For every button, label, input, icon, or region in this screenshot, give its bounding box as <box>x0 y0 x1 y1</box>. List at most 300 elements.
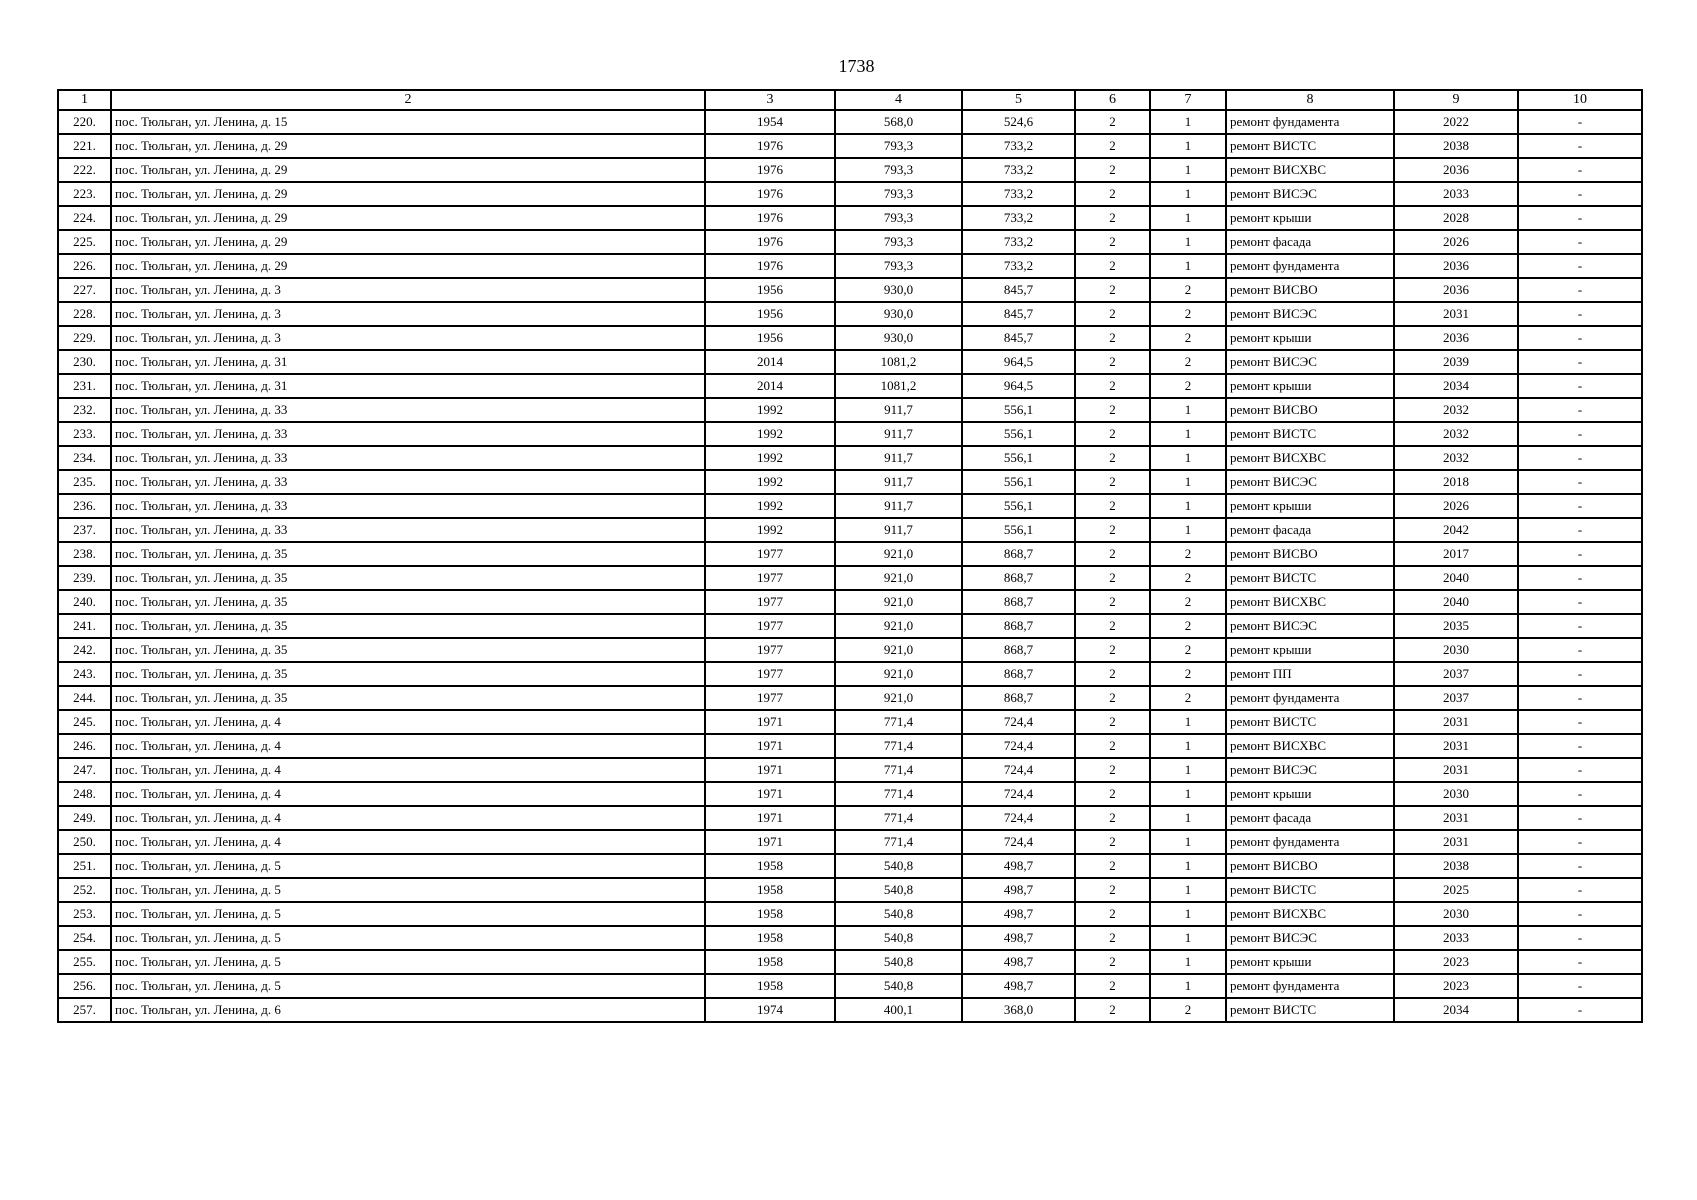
cell-note: - <box>1518 326 1642 350</box>
cell-living-area: 868,7 <box>962 566 1075 590</box>
cell-living-area: 733,2 <box>962 182 1075 206</box>
cell-year-built: 1977 <box>705 686 835 710</box>
table-row <box>58 446 1642 470</box>
cell-repair-type: ремонт ВИСТС <box>1226 878 1394 902</box>
cell-entrances: 2 <box>1150 326 1226 350</box>
cell-planned-year: 2039 <box>1394 350 1518 374</box>
cell-row-number: 252. <box>58 878 111 902</box>
cell-entrances: 2 <box>1150 686 1226 710</box>
cell-total-area: 930,0 <box>835 302 962 326</box>
table-row <box>58 926 1642 950</box>
cell-total-area: 911,7 <box>835 422 962 446</box>
cell-address: пос. Тюльган, ул. Ленина, д. 4 <box>111 734 705 758</box>
cell-living-area: 724,4 <box>962 806 1075 830</box>
cell-entrances: 1 <box>1150 134 1226 158</box>
cell-planned-year: 2038 <box>1394 134 1518 158</box>
cell-row-number: 226. <box>58 254 111 278</box>
cell-year-built: 1992 <box>705 422 835 446</box>
cell-row-number: 246. <box>58 734 111 758</box>
cell-row-number: 235. <box>58 470 111 494</box>
cell-entrances: 1 <box>1150 110 1226 134</box>
cell-living-area: 498,7 <box>962 950 1075 974</box>
cell-address: пос. Тюльган, ул. Ленина, д. 35 <box>111 638 705 662</box>
table-row <box>58 950 1642 974</box>
cell-year-built: 1976 <box>705 182 835 206</box>
table-body <box>58 110 1642 1022</box>
cell-entrances: 1 <box>1150 926 1226 950</box>
table-row <box>58 734 1642 758</box>
cell-total-area: 921,0 <box>835 686 962 710</box>
cell-planned-year: 2032 <box>1394 446 1518 470</box>
cell-address: пос. Тюльган, ул. Ленина, д. 4 <box>111 758 705 782</box>
cell-repair-type: ремонт крыши <box>1226 326 1394 350</box>
cell-floors: 2 <box>1075 854 1150 878</box>
cell-repair-type: ремонт ВИСХВС <box>1226 734 1394 758</box>
cell-entrances: 1 <box>1150 422 1226 446</box>
cell-note: - <box>1518 110 1642 134</box>
cell-note: - <box>1518 278 1642 302</box>
cell-entrances: 1 <box>1150 782 1226 806</box>
cell-address: пос. Тюльган, ул. Ленина, д. 4 <box>111 782 705 806</box>
cell-living-area: 733,2 <box>962 206 1075 230</box>
cell-year-built: 1977 <box>705 638 835 662</box>
column-header-4: 4 <box>835 90 962 110</box>
table-row <box>58 326 1642 350</box>
cell-repair-type: ремонт ВИСЭС <box>1226 758 1394 782</box>
cell-total-area: 921,0 <box>835 662 962 686</box>
cell-row-number: 255. <box>58 950 111 974</box>
cell-year-built: 1974 <box>705 998 835 1022</box>
table-row <box>58 470 1642 494</box>
cell-address: пос. Тюльган, ул. Ленина, д. 15 <box>111 110 705 134</box>
cell-floors: 2 <box>1075 614 1150 638</box>
table-row <box>58 158 1642 182</box>
cell-note: - <box>1518 806 1642 830</box>
cell-note: - <box>1518 494 1642 518</box>
cell-entrances: 1 <box>1150 806 1226 830</box>
table-row <box>58 110 1642 134</box>
cell-repair-type: ремонт ВИСТС <box>1226 998 1394 1022</box>
cell-planned-year: 2032 <box>1394 398 1518 422</box>
cell-floors: 2 <box>1075 734 1150 758</box>
cell-row-number: 230. <box>58 350 111 374</box>
cell-note: - <box>1518 854 1642 878</box>
cell-living-area: 733,2 <box>962 254 1075 278</box>
cell-year-built: 1956 <box>705 278 835 302</box>
cell-note: - <box>1518 758 1642 782</box>
cell-planned-year: 2028 <box>1394 206 1518 230</box>
cell-floors: 2 <box>1075 758 1150 782</box>
cell-address: пос. Тюльган, ул. Ленина, д. 29 <box>111 158 705 182</box>
cell-total-area: 793,3 <box>835 254 962 278</box>
cell-total-area: 1081,2 <box>835 374 962 398</box>
cell-row-number: 249. <box>58 806 111 830</box>
cell-repair-type: ремонт фундамента <box>1226 110 1394 134</box>
cell-address: пос. Тюльган, ул. Ленина, д. 3 <box>111 326 705 350</box>
cell-address: пос. Тюльган, ул. Ленина, д. 33 <box>111 494 705 518</box>
cell-total-area: 540,8 <box>835 974 962 998</box>
cell-repair-type: ремонт ВИСТС <box>1226 566 1394 590</box>
page-number: 1738 <box>838 56 875 76</box>
cell-row-number: 251. <box>58 854 111 878</box>
cell-planned-year: 2033 <box>1394 182 1518 206</box>
cell-repair-type: ремонт ВИСЭС <box>1226 182 1394 206</box>
cell-entrances: 1 <box>1150 830 1226 854</box>
cell-living-area: 724,4 <box>962 830 1075 854</box>
cell-year-built: 1977 <box>705 566 835 590</box>
cell-entrances: 2 <box>1150 590 1226 614</box>
table-row <box>58 566 1642 590</box>
cell-entrances: 1 <box>1150 254 1226 278</box>
cell-repair-type: ремонт фасада <box>1226 806 1394 830</box>
cell-living-area: 868,7 <box>962 590 1075 614</box>
cell-row-number: 233. <box>58 422 111 446</box>
cell-repair-type: ремонт фасада <box>1226 230 1394 254</box>
cell-entrances: 1 <box>1150 734 1226 758</box>
cell-note: - <box>1518 734 1642 758</box>
cell-year-built: 1976 <box>705 230 835 254</box>
cell-repair-type: ремонт ПП <box>1226 662 1394 686</box>
table-row <box>58 758 1642 782</box>
cell-entrances: 1 <box>1150 950 1226 974</box>
cell-total-area: 771,4 <box>835 782 962 806</box>
cell-row-number: 232. <box>58 398 111 422</box>
cell-row-number: 244. <box>58 686 111 710</box>
cell-note: - <box>1518 974 1642 998</box>
column-header-1: 1 <box>58 90 111 110</box>
cell-entrances: 2 <box>1150 350 1226 374</box>
cell-year-built: 1976 <box>705 254 835 278</box>
cell-floors: 2 <box>1075 566 1150 590</box>
cell-row-number: 227. <box>58 278 111 302</box>
cell-total-area: 921,0 <box>835 590 962 614</box>
cell-note: - <box>1518 182 1642 206</box>
cell-row-number: 220. <box>58 110 111 134</box>
cell-note: - <box>1518 518 1642 542</box>
cell-total-area: 793,3 <box>835 182 962 206</box>
cell-entrances: 1 <box>1150 446 1226 470</box>
cell-address: пос. Тюльган, ул. Ленина, д. 6 <box>111 998 705 1022</box>
cell-total-area: 911,7 <box>835 494 962 518</box>
cell-repair-type: ремонт ВИСВО <box>1226 278 1394 302</box>
cell-year-built: 1971 <box>705 830 835 854</box>
cell-entrances: 1 <box>1150 494 1226 518</box>
cell-address: пос. Тюльган, ул. Ленина, д. 4 <box>111 806 705 830</box>
cell-row-number: 240. <box>58 590 111 614</box>
cell-living-area: 524,6 <box>962 110 1075 134</box>
cell-living-area: 498,7 <box>962 854 1075 878</box>
cell-address: пос. Тюльган, ул. Ленина, д. 29 <box>111 134 705 158</box>
cell-floors: 2 <box>1075 230 1150 254</box>
cell-entrances: 1 <box>1150 518 1226 542</box>
cell-repair-type: ремонт крыши <box>1226 638 1394 662</box>
cell-year-built: 1992 <box>705 470 835 494</box>
table-row <box>58 686 1642 710</box>
cell-address: пос. Тюльган, ул. Ленина, д. 5 <box>111 950 705 974</box>
table-row <box>58 974 1642 998</box>
cell-floors: 2 <box>1075 206 1150 230</box>
cell-living-area: 733,2 <box>962 134 1075 158</box>
cell-floors: 2 <box>1075 350 1150 374</box>
cell-address: пос. Тюльган, ул. Ленина, д. 35 <box>111 590 705 614</box>
cell-repair-type: ремонт фасада <box>1226 518 1394 542</box>
cell-note: - <box>1518 350 1642 374</box>
cell-repair-type: ремонт ВИСХВС <box>1226 902 1394 926</box>
cell-note: - <box>1518 686 1642 710</box>
cell-note: - <box>1518 398 1642 422</box>
cell-total-area: 540,8 <box>835 950 962 974</box>
cell-planned-year: 2034 <box>1394 998 1518 1022</box>
cell-address: пос. Тюльган, ул. Ленина, д. 3 <box>111 278 705 302</box>
cell-note: - <box>1518 542 1642 566</box>
cell-entrances: 1 <box>1150 158 1226 182</box>
cell-total-area: 921,0 <box>835 542 962 566</box>
cell-living-area: 498,7 <box>962 878 1075 902</box>
cell-note: - <box>1518 134 1642 158</box>
cell-total-area: 771,4 <box>835 758 962 782</box>
cell-note: - <box>1518 878 1642 902</box>
cell-living-area: 556,1 <box>962 422 1075 446</box>
cell-total-area: 771,4 <box>835 830 962 854</box>
cell-repair-type: ремонт крыши <box>1226 206 1394 230</box>
cell-address: пос. Тюльган, ул. Ленина, д. 29 <box>111 254 705 278</box>
table-row <box>58 998 1642 1022</box>
cell-row-number: 241. <box>58 614 111 638</box>
cell-living-area: 868,7 <box>962 686 1075 710</box>
cell-planned-year: 2026 <box>1394 494 1518 518</box>
cell-total-area: 930,0 <box>835 278 962 302</box>
cell-row-number: 236. <box>58 494 111 518</box>
cell-floors: 2 <box>1075 902 1150 926</box>
cell-living-area: 556,1 <box>962 494 1075 518</box>
table-row <box>58 590 1642 614</box>
cell-address: пос. Тюльган, ул. Ленина, д. 33 <box>111 422 705 446</box>
cell-note: - <box>1518 638 1642 662</box>
cell-year-built: 1992 <box>705 518 835 542</box>
cell-note: - <box>1518 302 1642 326</box>
column-header-10: 10 <box>1518 90 1642 110</box>
table-row <box>58 662 1642 686</box>
cell-year-built: 1958 <box>705 950 835 974</box>
cell-entrances: 1 <box>1150 470 1226 494</box>
cell-floors: 2 <box>1075 878 1150 902</box>
cell-note: - <box>1518 206 1642 230</box>
table-row <box>58 350 1642 374</box>
cell-repair-type: ремонт крыши <box>1226 494 1394 518</box>
cell-planned-year: 2040 <box>1394 566 1518 590</box>
cell-address: пос. Тюльган, ул. Ленина, д. 5 <box>111 974 705 998</box>
cell-repair-type: ремонт ВИСТС <box>1226 134 1394 158</box>
cell-entrances: 2 <box>1150 614 1226 638</box>
cell-address: пос. Тюльган, ул. Ленина, д. 29 <box>111 206 705 230</box>
cell-planned-year: 2036 <box>1394 158 1518 182</box>
cell-repair-type: ремонт ВИСЭС <box>1226 614 1394 638</box>
cell-note: - <box>1518 662 1642 686</box>
cell-row-number: 222. <box>58 158 111 182</box>
registry-table <box>57 89 1643 1023</box>
cell-address: пос. Тюльган, ул. Ленина, д. 5 <box>111 926 705 950</box>
cell-living-area: 368,0 <box>962 998 1075 1022</box>
cell-note: - <box>1518 374 1642 398</box>
cell-floors: 2 <box>1075 782 1150 806</box>
table-row <box>58 374 1642 398</box>
cell-living-area: 556,1 <box>962 446 1075 470</box>
cell-living-area: 724,4 <box>962 710 1075 734</box>
cell-entrances: 1 <box>1150 182 1226 206</box>
cell-total-area: 540,8 <box>835 878 962 902</box>
cell-entrances: 1 <box>1150 398 1226 422</box>
cell-floors: 2 <box>1075 830 1150 854</box>
cell-total-area: 568,0 <box>835 110 962 134</box>
cell-entrances: 2 <box>1150 278 1226 302</box>
cell-address: пос. Тюльган, ул. Ленина, д. 5 <box>111 902 705 926</box>
cell-row-number: 242. <box>58 638 111 662</box>
cell-planned-year: 2038 <box>1394 854 1518 878</box>
cell-living-area: 724,4 <box>962 734 1075 758</box>
table-row <box>58 710 1642 734</box>
cell-floors: 2 <box>1075 710 1150 734</box>
cell-living-area: 556,1 <box>962 470 1075 494</box>
table-row <box>58 398 1642 422</box>
cell-floors: 2 <box>1075 254 1150 278</box>
cell-floors: 2 <box>1075 182 1150 206</box>
cell-address: пос. Тюльган, ул. Ленина, д. 33 <box>111 446 705 470</box>
cell-total-area: 400,1 <box>835 998 962 1022</box>
cell-living-area: 868,7 <box>962 662 1075 686</box>
cell-note: - <box>1518 446 1642 470</box>
cell-floors: 2 <box>1075 422 1150 446</box>
cell-living-area: 868,7 <box>962 614 1075 638</box>
cell-floors: 2 <box>1075 950 1150 974</box>
cell-floors: 2 <box>1075 374 1150 398</box>
cell-total-area: 793,3 <box>835 230 962 254</box>
cell-address: пос. Тюльган, ул. Ленина, д. 3 <box>111 302 705 326</box>
cell-row-number: 257. <box>58 998 111 1022</box>
cell-entrances: 2 <box>1150 998 1226 1022</box>
cell-total-area: 793,3 <box>835 158 962 182</box>
cell-living-area: 868,7 <box>962 542 1075 566</box>
table-row <box>58 302 1642 326</box>
cell-address: пос. Тюльган, ул. Ленина, д. 33 <box>111 518 705 542</box>
table-row <box>58 878 1642 902</box>
cell-year-built: 1958 <box>705 926 835 950</box>
table-row <box>58 422 1642 446</box>
cell-living-area: 964,5 <box>962 350 1075 374</box>
cell-row-number: 221. <box>58 134 111 158</box>
cell-floors: 2 <box>1075 134 1150 158</box>
cell-year-built: 1971 <box>705 710 835 734</box>
cell-planned-year: 2031 <box>1394 830 1518 854</box>
cell-address: пос. Тюльган, ул. Ленина, д. 35 <box>111 614 705 638</box>
cell-year-built: 2014 <box>705 374 835 398</box>
table-row <box>58 278 1642 302</box>
table-row <box>58 902 1642 926</box>
cell-planned-year: 2031 <box>1394 710 1518 734</box>
cell-living-area: 868,7 <box>962 638 1075 662</box>
cell-entrances: 1 <box>1150 206 1226 230</box>
cell-entrances: 2 <box>1150 374 1226 398</box>
column-header-6: 6 <box>1075 90 1150 110</box>
cell-entrances: 1 <box>1150 710 1226 734</box>
cell-floors: 2 <box>1075 158 1150 182</box>
cell-planned-year: 2036 <box>1394 278 1518 302</box>
cell-note: - <box>1518 422 1642 446</box>
cell-repair-type: ремонт ВИСВО <box>1226 854 1394 878</box>
cell-repair-type: ремонт ВИСХВС <box>1226 446 1394 470</box>
cell-living-area: 733,2 <box>962 230 1075 254</box>
cell-repair-type: ремонт ВИСХВС <box>1226 590 1394 614</box>
cell-floors: 2 <box>1075 470 1150 494</box>
cell-entrances: 1 <box>1150 878 1226 902</box>
cell-entrances: 1 <box>1150 230 1226 254</box>
cell-planned-year: 2035 <box>1394 614 1518 638</box>
cell-row-number: 256. <box>58 974 111 998</box>
cell-living-area: 964,5 <box>962 374 1075 398</box>
cell-repair-type: ремонт ВИСВО <box>1226 542 1394 566</box>
cell-year-built: 1958 <box>705 974 835 998</box>
cell-note: - <box>1518 158 1642 182</box>
cell-living-area: 556,1 <box>962 518 1075 542</box>
column-header-8: 8 <box>1226 90 1394 110</box>
cell-year-built: 1992 <box>705 446 835 470</box>
cell-row-number: 223. <box>58 182 111 206</box>
cell-year-built: 1958 <box>705 878 835 902</box>
cell-year-built: 1958 <box>705 854 835 878</box>
cell-year-built: 1971 <box>705 782 835 806</box>
cell-note: - <box>1518 782 1642 806</box>
cell-floors: 2 <box>1075 542 1150 566</box>
cell-living-area: 724,4 <box>962 782 1075 806</box>
table-row <box>58 614 1642 638</box>
column-header-9: 9 <box>1394 90 1518 110</box>
cell-entrances: 2 <box>1150 302 1226 326</box>
cell-year-built: 1976 <box>705 206 835 230</box>
cell-floors: 2 <box>1075 998 1150 1022</box>
cell-address: пос. Тюльган, ул. Ленина, д. 33 <box>111 398 705 422</box>
cell-living-area: 498,7 <box>962 926 1075 950</box>
cell-total-area: 911,7 <box>835 398 962 422</box>
cell-planned-year: 2026 <box>1394 230 1518 254</box>
cell-year-built: 1976 <box>705 158 835 182</box>
cell-repair-type: ремонт крыши <box>1226 782 1394 806</box>
cell-note: - <box>1518 254 1642 278</box>
cell-year-built: 1954 <box>705 110 835 134</box>
cell-note: - <box>1518 710 1642 734</box>
table-row <box>58 182 1642 206</box>
cell-row-number: 228. <box>58 302 111 326</box>
cell-note: - <box>1518 926 1642 950</box>
cell-total-area: 921,0 <box>835 638 962 662</box>
cell-address: пос. Тюльган, ул. Ленина, д. 29 <box>111 230 705 254</box>
cell-year-built: 1977 <box>705 590 835 614</box>
cell-planned-year: 2031 <box>1394 302 1518 326</box>
cell-note: - <box>1518 566 1642 590</box>
cell-row-number: 253. <box>58 902 111 926</box>
cell-year-built: 1956 <box>705 326 835 350</box>
cell-repair-type: ремонт фундамента <box>1226 254 1394 278</box>
cell-year-built: 1971 <box>705 758 835 782</box>
cell-planned-year: 2031 <box>1394 806 1518 830</box>
cell-note: - <box>1518 830 1642 854</box>
cell-floors: 2 <box>1075 398 1150 422</box>
cell-address: пос. Тюльган, ул. Ленина, д. 4 <box>111 710 705 734</box>
cell-repair-type: ремонт крыши <box>1226 374 1394 398</box>
table-row <box>58 134 1642 158</box>
cell-row-number: 254. <box>58 926 111 950</box>
cell-address: пос. Тюльган, ул. Ленина, д. 31 <box>111 350 705 374</box>
table-row <box>58 494 1642 518</box>
table-row <box>58 854 1642 878</box>
